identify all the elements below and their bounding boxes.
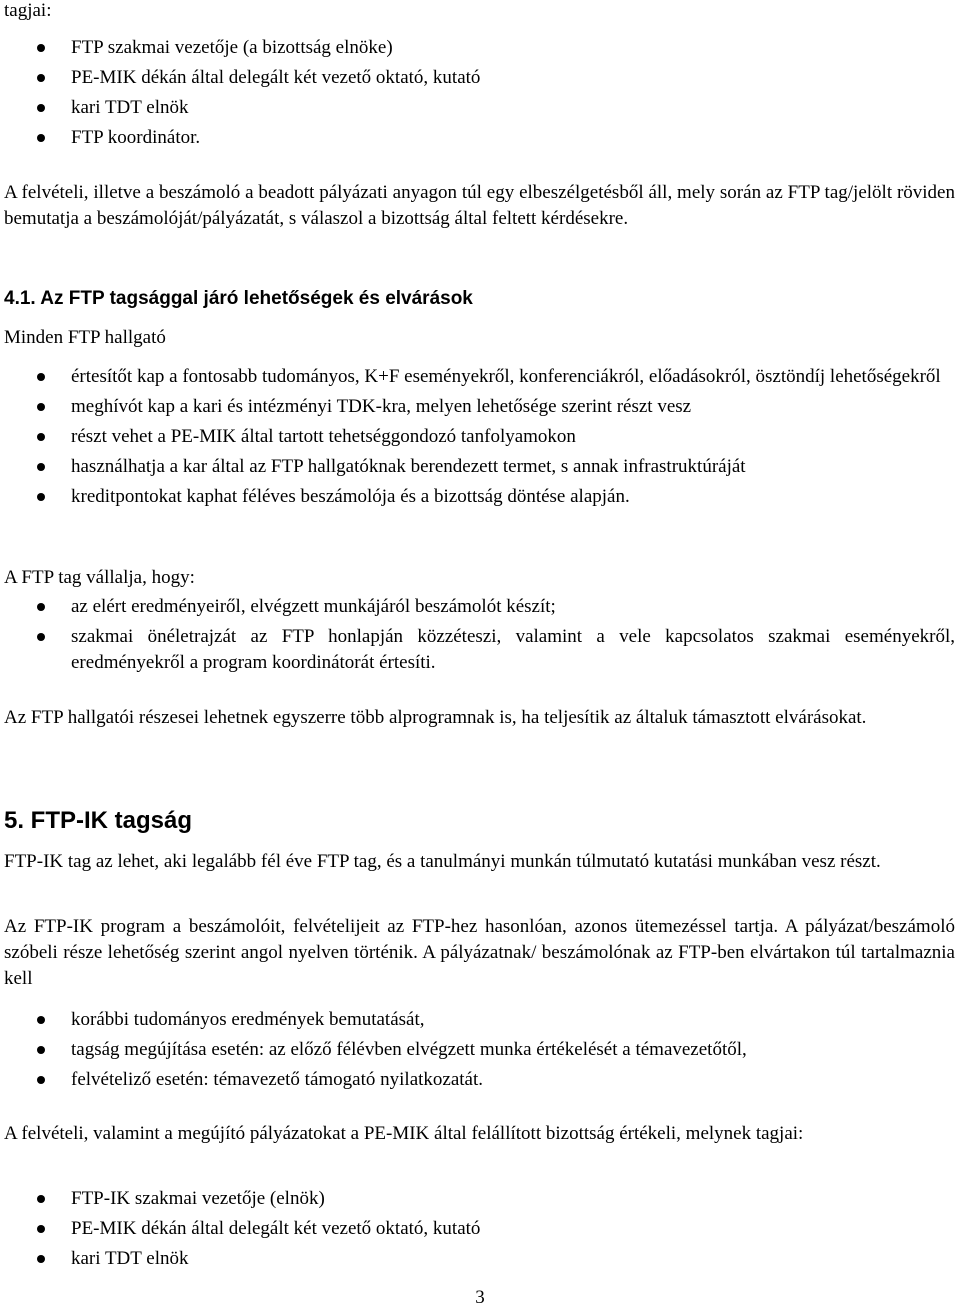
bullet-icon: [37, 633, 45, 641]
benefits-list: [0, 364, 955, 514]
requirements-list: [0, 1007, 955, 1097]
list-item: FTP koordinátor.: [0, 125, 955, 151]
obligations-list: [0, 594, 955, 680]
list-item: részt vehet a PE-MIK által tartott tehetséggondozó tanfolyamokon: [0, 424, 955, 450]
list-item: FTP szakmai vezetője (a bizottság elnöke): [0, 35, 955, 61]
bullet-icon: [37, 74, 45, 82]
committee-list-ik: [0, 1186, 955, 1276]
list-item: PE-MIK dékán által delegált két vezető oktató, kutató: [0, 65, 955, 91]
paragraph: Az FTP hallgatói részesei lehetnek egyszerre több alprogramnak is, ha teljesítik az általuk támasztott elvárásokat.: [4, 707, 867, 728]
list-item: kari TDT elnök: [0, 1246, 955, 1272]
paragraph: Minden FTP hallgató: [4, 327, 166, 348]
list-item: használhatja a kar által az FTP hallgatóknak berendezett termet, s annak infrastruktúráját: [0, 454, 955, 480]
paragraph: Az FTP-IK program a beszámolóit, felvételijeit az FTP-hez hasonlóan, azonos ütemezéssel tartja. A pályázat/beszámoló szóbeli része lehetőség szerint angol nyelven történik. A pályázatnak/ beszámolónak az FTP-ben elvártakon túl tartalmaznia kell: [4, 916, 955, 989]
committee-list: [0, 35, 955, 155]
bullet-icon: [37, 493, 45, 501]
paragraph: FTP-IK tag az lehet, aki legalább fél éve FTP tag, és a tanulmányi munkán túlmutató kutatási munkában vesz részt.: [4, 851, 881, 872]
paragraph: A FTP tag vállalja, hogy:: [4, 567, 195, 588]
bullet-icon: [37, 433, 45, 441]
list-item: meghívót kap a kari és intézményi TDK-kra, melyen lehetősége szerint részt vesz: [0, 394, 955, 420]
bullet-icon: [37, 104, 45, 112]
list-item: értesítőt kap a fontosabb tudományos, K+F eseményekről, konferenciákról, előadásokról, ösztöndíj lehetőségekről: [0, 364, 955, 390]
list-item: felvételiző esetén: témavezető támogató nyilatkozatát.: [0, 1067, 955, 1093]
section-heading: 5. FTP-IK tagság: [4, 807, 193, 834]
bullet-icon: [37, 1046, 45, 1054]
bullet-icon: [37, 373, 45, 381]
bullet-icon: [37, 1016, 45, 1024]
page-number: 3: [475, 1287, 485, 1308]
list-item: tagság megújítása esetén: az előző félévben elvégzett munka értékelését a témavezetőtől,: [0, 1037, 955, 1063]
bullet-icon: [37, 1225, 45, 1233]
bullet-icon: [37, 1195, 45, 1203]
bullet-icon: [37, 1255, 45, 1263]
bullet-icon: [37, 603, 45, 611]
list-item: kari TDT elnök: [0, 95, 955, 121]
paragraph: A felvételi, illetve a beszámoló a beadott pályázati anyagon túl egy elbeszélgetésből áll, mely során az FTP tag/jelölt röviden bemutatja a beszámolóját/pályázatát, s válaszol a bizottság által feltett kérdésekre.: [4, 182, 955, 229]
list-item: az elért eredményeiről, elvégzett munkájáról beszámolót készít;: [0, 594, 955, 620]
section-heading: 4.1. Az FTP tagsággal járó lehetőségek és elvárások: [4, 288, 473, 309]
bullet-icon: [37, 134, 45, 142]
list-item: FTP-IK szakmai vezetője (elnök): [0, 1186, 955, 1212]
list-item: szakmai önéletrajzát az FTP honlapján közzéteszi, valamint a vele kapcsolatos szakmai eseményekről, eredményekről a program koordinátorát értesíti.: [0, 624, 955, 676]
bullet-icon: [37, 1076, 45, 1084]
list-item: kreditpontokat kaphat féléves beszámolója és a bizottság döntése alapján.: [0, 484, 955, 510]
bullet-icon: [37, 403, 45, 411]
list-item: korábbi tudományos eredmények bemutatását,: [0, 1007, 955, 1033]
bullet-icon: [37, 44, 45, 52]
list-item: PE-MIK dékán által delegált két vezető oktató, kutató: [0, 1216, 955, 1242]
bullet-icon: [37, 463, 45, 471]
intro-text: tagjai:: [4, 0, 52, 21]
paragraph: A felvételi, valamint a megújító pályázatokat a PE-MIK által felállított bizottság értékeli, melynek tagjai:: [4, 1123, 804, 1144]
